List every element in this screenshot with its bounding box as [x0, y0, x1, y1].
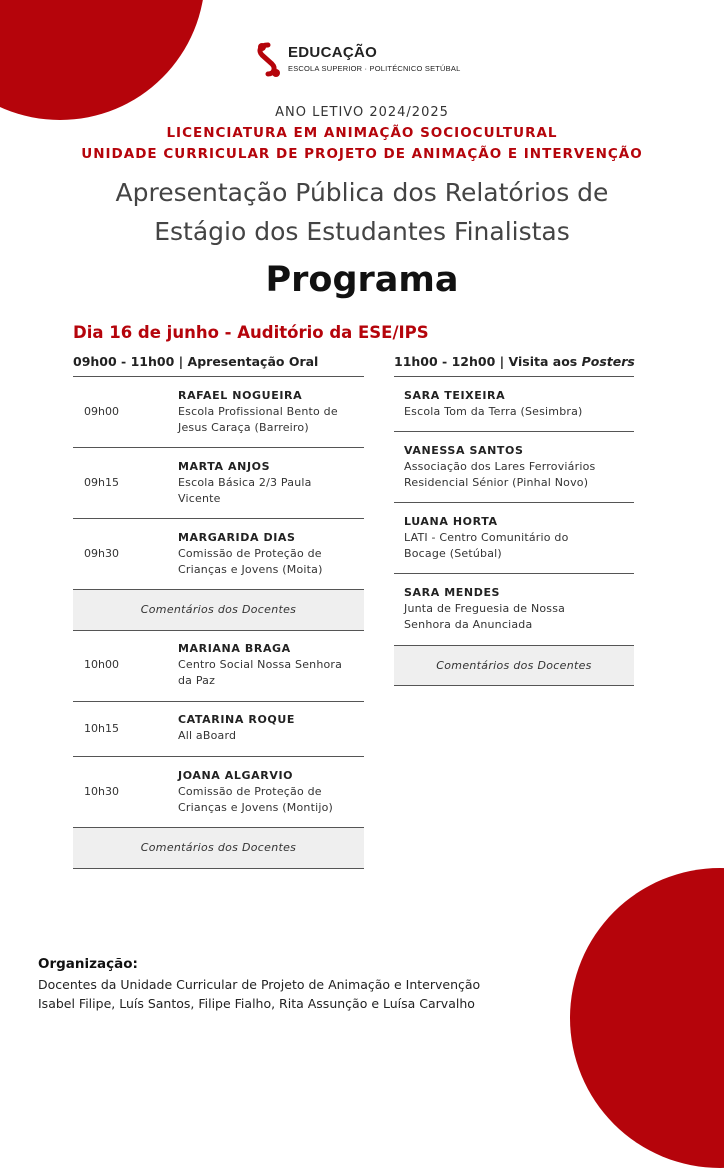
divider: [73, 701, 364, 702]
divider: [73, 376, 364, 377]
row-time: 10h30: [84, 785, 119, 798]
divider: [394, 502, 634, 503]
divider: [394, 573, 634, 574]
divider: [73, 518, 364, 519]
student-name: MARTA ANJOS: [178, 460, 271, 473]
institution: Comissão de Proteção de Crianças e Jovens (Montijo): [178, 785, 334, 814]
organization-title: Organização:: [38, 956, 138, 972]
student-name: SARA TEIXEIRA: [404, 389, 506, 402]
institution: Centro Social Nossa Senhora da Paz: [178, 658, 343, 687]
institution: LATI - Centro Comunitário do Bocage (Setúbal): [404, 531, 569, 560]
page-title: Programa: [265, 260, 459, 300]
divider: [394, 685, 634, 686]
institution: Escola Profissional Bento de Jesus Caraça (Barreiro): [178, 405, 338, 434]
institution: Escola Básica 2/3 Paula Vicente: [178, 476, 312, 505]
teacher-comments-row: Comentários dos Docentes: [394, 646, 634, 685]
degree-title: LICENCIATURA EM ANIMAÇÃO SOCIOCULTURAL: [166, 125, 558, 141]
posters-heading-italic: Posters: [581, 354, 635, 369]
posters-visit-heading: [394, 354, 635, 369]
unit-title: UNIDADE CURRICULAR DE PROJETO DE ANIMAÇÃO E INTERVENÇÃO: [81, 146, 643, 162]
divider: [394, 376, 634, 377]
event-subtitle-line1: Apresentação Pública dos Relatórios de: [115, 178, 609, 207]
institution: Escola Tom da Terra (Sesimbra): [404, 405, 583, 418]
institution: All aBoard: [178, 729, 237, 742]
event-subtitle-line2: Estágio dos Estudantes Finalistas: [154, 217, 570, 246]
row-time: 09h30: [84, 547, 119, 560]
organization-line1: Docentes da Unidade Curricular de Projeto de Animação e Intervenção: [38, 977, 481, 992]
ese-logo-icon: [256, 42, 282, 78]
divider: [73, 868, 364, 869]
student-name: JOANA ALGARVIO: [178, 769, 294, 782]
row-time: 09h15: [84, 476, 119, 489]
institution: Comissão de Proteção de Crianças e Jovens (Moita): [178, 547, 323, 576]
decorative-circle-bottom-right: [570, 868, 724, 1168]
institution: Junta de Freguesia de Nossa Senhora da Anunciada: [404, 602, 566, 631]
divider: [73, 756, 364, 757]
logo-subtitle: ESCOLA SUPERIOR · POLITÉCNICO SETÚBAL: [288, 64, 461, 73]
divider: [394, 431, 634, 432]
institution: Associação dos Lares Ferroviários Residencial Sénior (Pinhal Novo): [404, 460, 596, 489]
student-name: LUANA HORTA: [404, 515, 498, 528]
row-time: 09h00: [84, 405, 119, 418]
organization-line2: Isabel Filipe, Luís Santos, Filipe Fialho, Rita Assunção e Luísa Carvalho: [38, 996, 475, 1011]
student-name: SARA MENDES: [404, 586, 501, 599]
row-time: 10h15: [84, 722, 119, 735]
academic-year: ANO LETIVO 2024/2025: [275, 105, 449, 120]
teacher-comments-row: Comentários dos Docentes: [73, 828, 364, 868]
decorative-circle-top-left: [0, 0, 205, 120]
posters-heading-text: 11h00 - 12h00 | Visita aos: [394, 354, 582, 369]
student-name: MARIANA BRAGA: [178, 642, 291, 655]
day-heading: Dia 16 de junho - Auditório da ESE/IPS: [73, 323, 429, 342]
student-name: VANESSA SANTOS: [404, 444, 524, 457]
row-time: 10h00: [84, 658, 119, 671]
student-name: RAFAEL NOGUEIRA: [178, 389, 303, 402]
logo-title: EDUCAÇÃO: [288, 44, 378, 61]
student-name: CATARINA ROQUE: [178, 713, 296, 726]
student-name: MARGARIDA DIAS: [178, 531, 296, 544]
oral-presentation-heading: 09h00 - 11h00 | Apresentação Oral: [73, 354, 319, 369]
divider: [73, 630, 364, 631]
divider: [73, 447, 364, 448]
teacher-comments-row: Comentários dos Docentes: [73, 590, 364, 630]
